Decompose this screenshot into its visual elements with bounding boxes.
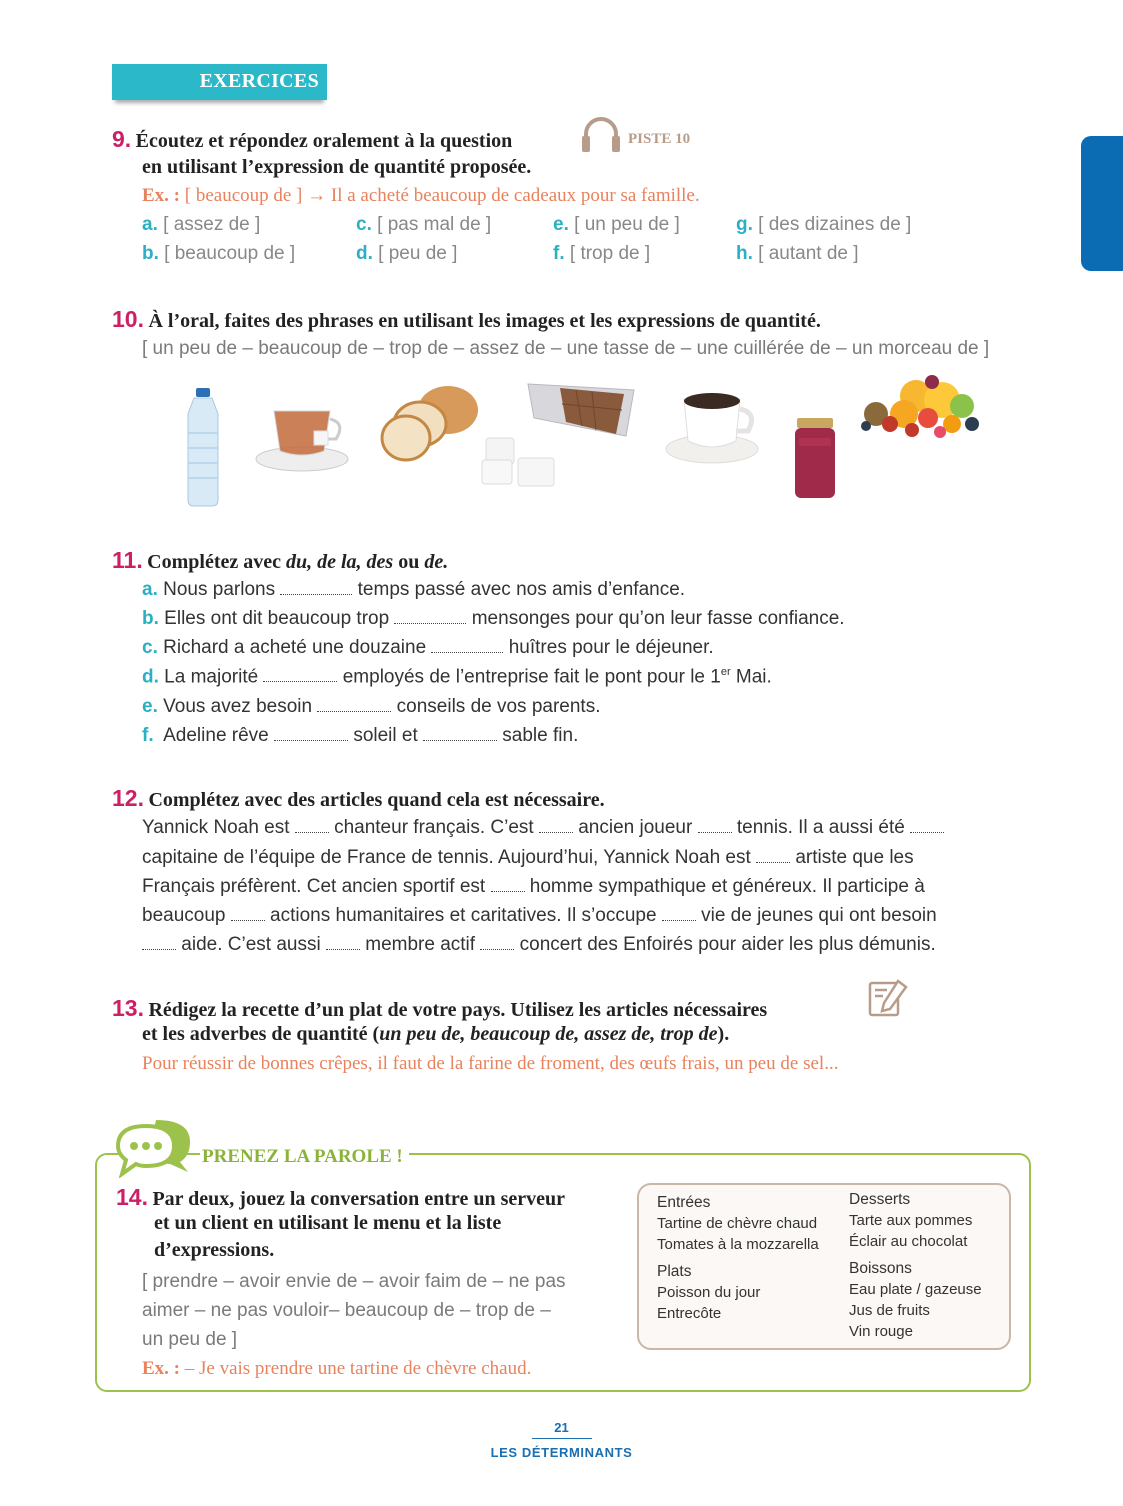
blank-input[interactable] — [263, 680, 337, 682]
speaking-section-title: PRENEZ LA PAROLE ! — [200, 1146, 409, 1168]
blank-input[interactable] — [480, 948, 514, 950]
blank-input[interactable] — [280, 593, 352, 595]
menu-item: Entrecôte — [657, 1305, 722, 1322]
example: Pour réussir de bonnes crêpes, il faut de la farine de froment, des œufs frais, un peu de sel... — [142, 1053, 839, 1074]
blank-input[interactable] — [662, 919, 696, 921]
item-c: c. Richard a acheté une douzaine huîtres pour le déjeuner. — [142, 637, 714, 658]
blank-input[interactable] — [756, 861, 790, 863]
blank-input[interactable] — [231, 919, 265, 921]
exercise-number: 14. — [116, 1184, 148, 1210]
item-d: d. La majorité employés de l’entreprise fait le pont pour le 1er Mai. — [142, 666, 772, 688]
instruction: Écoutez et répondez oralement à la question — [135, 130, 513, 152]
section-header-band — [112, 64, 327, 100]
menu-heading: Boissons — [849, 1260, 912, 1277]
blank-input[interactable] — [539, 831, 573, 833]
write-icon — [868, 979, 910, 1022]
item-a: a. Nous parlons temps passé avec nos amis d’enfance. — [142, 579, 686, 600]
restaurant-menu-card — [637, 1183, 1011, 1350]
arrow-icon: → — [307, 185, 327, 206]
example-prompt: [ beaucoup de ] — [184, 185, 303, 206]
footer-divider — [532, 1438, 592, 1439]
cup-of-tea-image — [254, 405, 350, 480]
menu-item: Vin rouge — [849, 1323, 913, 1340]
paragraph-line-1: Yannick Noah est chanteur français. C’est ancien joueur tennis. Il a aussi été — [142, 817, 944, 839]
example-answer: Il a acheté beaucoup de cadeaux pour sa famille. — [330, 185, 700, 206]
blank-input[interactable] — [491, 890, 525, 892]
menu-heading: Desserts — [849, 1191, 911, 1208]
menu-item: Tarte aux pommes — [849, 1212, 973, 1229]
chapter-side-tab — [1081, 136, 1123, 271]
blank-input[interactable] — [274, 739, 348, 741]
item-f: f. Adeline rêve soleil et sable fin. — [142, 725, 579, 746]
menu-item: Éclair au chocolat — [849, 1233, 968, 1250]
paragraph-line-2: capitaine de l’équipe de France de tennis. Aujourd’hui, Yannick Noah est artiste que les — [142, 847, 914, 868]
option-f: f. [ trop de ] — [553, 243, 651, 264]
option-a: a. [ assez de ] — [142, 214, 261, 235]
water-bottle-image — [178, 388, 228, 513]
item-e: e. Vous avez besoin conseils de vos parents. — [142, 696, 601, 717]
instruction: Complétez avec du, de la, des ou de. — [147, 551, 449, 573]
exercise-number: 12. — [112, 785, 144, 811]
instruction-line-2: en utilisant l’expression de quantité proposée. — [142, 156, 532, 178]
blank-input[interactable] — [326, 948, 360, 950]
blank-input[interactable] — [431, 651, 503, 653]
blank-input[interactable] — [698, 831, 732, 833]
instruction: Rédigez la recette d’un plat de votre pays. Utilisez les articles nécessaires — [148, 999, 768, 1021]
page-number: 21 — [554, 1420, 569, 1435]
menu-heading: Entrées — [657, 1194, 711, 1211]
blank-input[interactable] — [295, 831, 329, 833]
paragraph-line-4: beaucoup actions humanitaires et caritatives. Il s’occupe vie de jeunes qui ont besoin — [142, 905, 937, 926]
expression-list: [ un peu de – beaucoup de – trop de – assez de – une tasse de – une cuillérée de – un morceau de ] — [142, 338, 990, 359]
paragraph-line-3: Français préfèrent. Cet ancien sportif est homme sympathique et généreux. Il participe à — [142, 876, 925, 897]
menu-heading: Plats — [657, 1263, 692, 1280]
option-h: h. [ autant de ] — [736, 243, 859, 264]
blank-input[interactable] — [142, 948, 176, 950]
instruction: Complétez avec des articles quand cela est nécessaire. — [148, 789, 605, 811]
section-label: EXERCICES — [199, 70, 319, 92]
fruits-image — [856, 374, 992, 447]
exercise-number: 11. — [112, 547, 143, 573]
headphones-icon[interactable] — [578, 114, 624, 154]
exercise-number: 13. — [112, 995, 144, 1021]
blank-input[interactable] — [910, 831, 944, 833]
blank-input[interactable] — [317, 710, 391, 712]
instruction-line-2: et les adverbes de quantité (un peu de, beaucoup de, assez de, trop de). — [142, 1023, 730, 1045]
expression-list: [ prendre – avoir envie de – avoir faim de – ne pas — [142, 1271, 566, 1292]
example — [142, 185, 700, 207]
blank-input[interactable] — [394, 622, 466, 624]
menu-item: Tartine de chèvre chaud — [657, 1215, 818, 1232]
menu-item: Eau plate / gazeuse — [849, 1281, 982, 1298]
exercise-number: 10. — [112, 306, 144, 332]
menu-item: Poisson du jour — [657, 1284, 761, 1301]
instruction: À l’oral, faites des phrases en utilisant les images et les expressions de quantité. — [148, 310, 821, 332]
blank-input[interactable] — [423, 739, 497, 741]
option-e: e. [ un peu de ] — [553, 214, 680, 235]
example: Ex. : – Je vais prendre une tartine de chèvre chaud. — [142, 1358, 532, 1379]
speech-bubbles-icon — [116, 1116, 196, 1183]
menu-right-column — [849, 1189, 982, 1342]
cup-of-coffee-image — [658, 387, 766, 472]
jam-jar-image — [793, 418, 837, 505]
option-c: c. [ pas mal de ] — [356, 214, 492, 235]
chocolate-bar-image — [526, 378, 638, 445]
exercise-number: 9. — [112, 126, 132, 152]
audio-track-label[interactable]: PISTE 10 — [628, 131, 691, 147]
example-label: Ex. : — [142, 185, 180, 206]
menu-left-column — [657, 1192, 819, 1324]
option-d: d. [ peu de ] — [356, 243, 458, 264]
menu-item: Tomates à la mozzarella — [657, 1236, 819, 1253]
menu-item: Jus de fruits — [849, 1302, 930, 1319]
paragraph-line-5: aide. C’est aussi membre actif concert des Enfoirés pour aider les plus démunis. — [142, 934, 936, 956]
sliced-bread-image — [380, 382, 480, 469]
chapter-title: LES DÉTERMINANTS — [490, 1445, 633, 1460]
option-b: b. [ beaucoup de ] — [142, 243, 296, 264]
item-b: b. Elles ont dit beaucoup trop mensonges pour qu’on leur fasse confiance. — [142, 608, 845, 629]
option-g: g. [ des dizaines de ] — [736, 214, 912, 235]
